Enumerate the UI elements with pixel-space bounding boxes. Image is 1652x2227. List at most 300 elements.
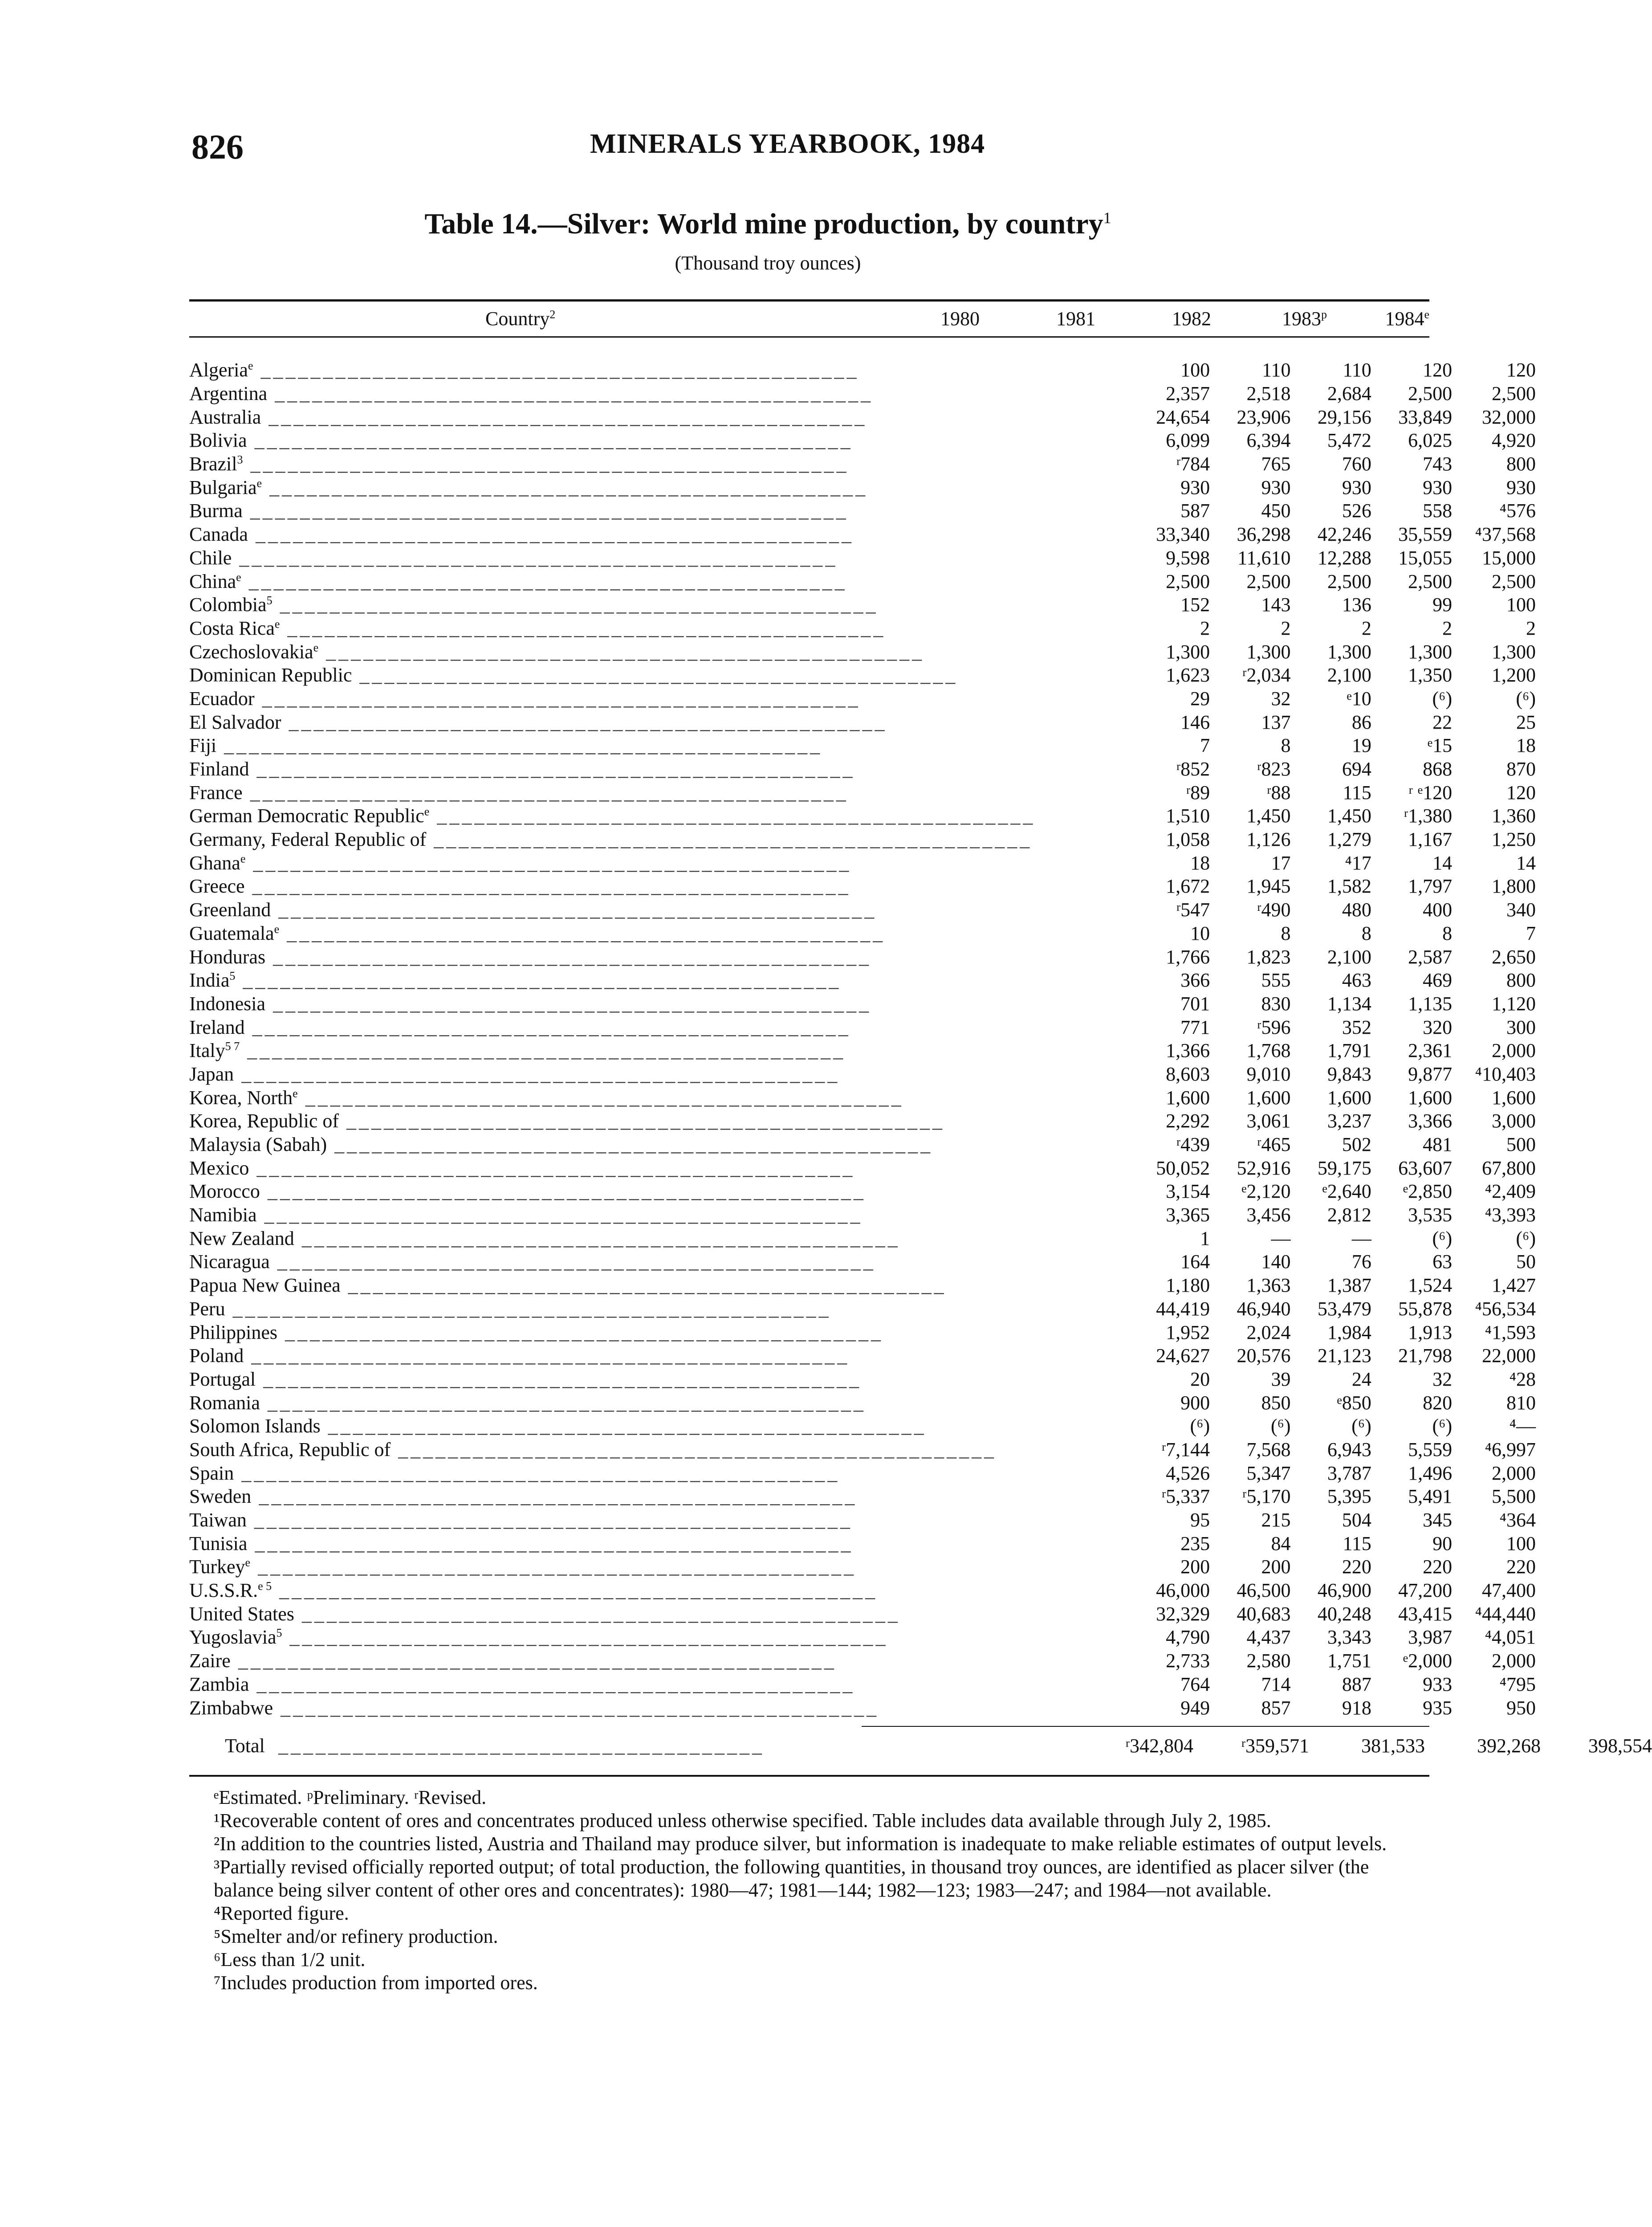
value-cell: 2,000 xyxy=(1492,1040,1536,1062)
table-row xyxy=(189,875,1536,898)
value-cell: 76 xyxy=(1351,1251,1371,1273)
footnote-1: ¹Recoverable content of ores and concentrates produced unless otherwise specified. Table includes data available through July 2, 1985. xyxy=(214,1810,1271,1831)
value-cell: 1,300 xyxy=(1166,640,1210,663)
value-cell: ᵉ2,640 xyxy=(1322,1180,1371,1203)
value-cell: ʳ1,380 xyxy=(1404,805,1453,827)
value-cell: 340 xyxy=(1506,899,1536,921)
dot-leader: ________________________________________________ xyxy=(250,1556,857,1578)
country-footnote-ref: e xyxy=(245,1556,251,1569)
value-cell: 36,298 xyxy=(1237,523,1291,546)
value-cell: ʳ88 xyxy=(1266,781,1291,804)
table-row xyxy=(189,1039,1536,1063)
value-cell: 19 xyxy=(1351,734,1371,757)
value-cell: 2 xyxy=(1526,617,1536,639)
table-row xyxy=(189,547,1536,570)
value-cell: 800 xyxy=(1506,969,1536,991)
country-cell xyxy=(189,1039,1035,1063)
country-footnote-ref: 5 xyxy=(266,594,273,607)
value-cell: 830 xyxy=(1261,992,1291,1015)
dot-leader: ________________________________________________ xyxy=(352,664,958,686)
table-row xyxy=(189,429,1536,453)
header-year-footnote-ref: p xyxy=(1321,308,1327,321)
value-cell: 3,987 xyxy=(1408,1626,1453,1648)
value-cell: 40,248 xyxy=(1317,1603,1371,1625)
country-cell xyxy=(189,1415,1035,1438)
value-cell: 930 xyxy=(1342,476,1371,498)
value-cell: ʳ784 xyxy=(1176,453,1210,475)
dot-leader: ________________________________________________ xyxy=(241,570,847,592)
value-cell: 17 xyxy=(1271,852,1291,874)
dot-leader: ________________________________________________ xyxy=(234,1462,840,1484)
value-cell: 120 xyxy=(1506,359,1536,381)
header-year-1980 xyxy=(864,307,980,330)
country-name: Spain xyxy=(189,1462,234,1484)
value-cell: ⁴6,997 xyxy=(1485,1438,1536,1460)
country-cell xyxy=(189,1156,1035,1180)
country-name: United States xyxy=(189,1603,294,1625)
country-name: Zimbabwe xyxy=(189,1697,273,1719)
value-cell: 1,300 xyxy=(1246,640,1291,663)
total-1984: 398,554 xyxy=(1588,1735,1652,1757)
value-cell: 50 xyxy=(1516,1251,1536,1273)
country-cell xyxy=(189,617,1035,640)
value-cell: 24,654 xyxy=(1156,406,1210,428)
value-cell: 8,603 xyxy=(1166,1063,1210,1085)
value-cell: 1,600 xyxy=(1327,1086,1371,1109)
value-cell: 9,877 xyxy=(1408,1063,1453,1085)
country-cell xyxy=(189,1391,1035,1415)
value-cell: 8 xyxy=(1361,922,1371,944)
value-cell: 46,940 xyxy=(1237,1297,1291,1320)
value-cell: 2,361 xyxy=(1408,1040,1453,1062)
country-name: Philippines xyxy=(189,1321,278,1343)
value-cell: 1,600 xyxy=(1408,1086,1453,1109)
value-cell: 1,279 xyxy=(1327,828,1371,851)
value-cell: 930 xyxy=(1506,476,1536,498)
value-cell: 1,524 xyxy=(1408,1274,1453,1297)
value-cell: ᵉ2,850 xyxy=(1403,1180,1453,1203)
dot-leader: ________________________________________________ xyxy=(230,1650,837,1672)
country-footnote-ref: 3 xyxy=(237,453,243,466)
value-cell: 1,768 xyxy=(1246,1040,1291,1062)
table-row xyxy=(189,1109,1536,1133)
table-top-rule xyxy=(189,299,1429,302)
value-cell: 164 xyxy=(1180,1251,1210,1273)
value-cell: 1,952 xyxy=(1166,1321,1210,1343)
value-cell: 701 xyxy=(1180,992,1210,1015)
dot-leader: ________________________________________________ xyxy=(235,969,842,991)
country-cell xyxy=(189,1555,1035,1579)
value-cell: 2 xyxy=(1281,617,1291,639)
total-1981: ʳ359,571 xyxy=(1241,1735,1309,1757)
value-cell: 1,450 xyxy=(1327,805,1371,827)
table-row xyxy=(189,1180,1536,1203)
footnote-6: ⁶Less than 1/2 unit. xyxy=(214,1949,366,1970)
value-cell: (⁶) xyxy=(1432,1415,1453,1437)
footnote-2: ²In addition to the countries listed, Austria and Thailand may produce silver, but information is inadequate to make reliable estimates of output levels. xyxy=(214,1833,1387,1855)
dot-leader: ________________________________________________ xyxy=(234,1063,840,1085)
value-cell: ⁴2,409 xyxy=(1485,1180,1536,1203)
country-cell xyxy=(189,1297,1035,1321)
value-cell: 933 xyxy=(1423,1673,1453,1695)
header-year-1981 xyxy=(980,307,1095,330)
country-cell xyxy=(189,453,1035,476)
dot-leader: ________________________________________________ xyxy=(265,946,872,968)
dot-leader: ________________________________________________ xyxy=(232,547,838,569)
country-name: Zambia xyxy=(189,1673,249,1695)
value-cell: 1,180 xyxy=(1166,1274,1210,1297)
value-cell: 764 xyxy=(1180,1673,1210,1695)
value-cell: 2,500 xyxy=(1246,570,1291,592)
value-cell: ⁴364 xyxy=(1499,1509,1536,1531)
country-cell xyxy=(189,898,1035,922)
value-cell: 200 xyxy=(1261,1556,1291,1578)
value-cell: 3,061 xyxy=(1246,1110,1291,1132)
table-row xyxy=(189,687,1536,711)
dot-leader: ________________________________________________ xyxy=(247,429,853,452)
value-cell: 46,900 xyxy=(1317,1579,1371,1602)
value-cell: (⁶) xyxy=(1432,1227,1453,1249)
dot-leader: ________________________________________________ xyxy=(327,1134,933,1156)
value-cell: 2,500 xyxy=(1408,570,1453,592)
value-cell: 1,797 xyxy=(1408,875,1453,897)
value-cell: 10 xyxy=(1190,922,1210,944)
table-row xyxy=(189,1555,1536,1579)
table-row xyxy=(189,1415,1536,1438)
value-cell: 857 xyxy=(1261,1697,1291,1719)
value-cell: 3,154 xyxy=(1166,1180,1210,1203)
value-cell: 1,300 xyxy=(1408,640,1453,663)
table-row xyxy=(189,1250,1536,1274)
table-bottom-rule xyxy=(189,1775,1429,1777)
value-cell: ʳ465 xyxy=(1257,1134,1291,1156)
country-name: South Africa, Republic of xyxy=(189,1438,391,1460)
table-row xyxy=(189,1016,1536,1039)
value-cell: 1,366 xyxy=(1166,1040,1210,1062)
dot-leader: ________________________________________________ xyxy=(340,1274,947,1297)
table-row xyxy=(189,804,1536,828)
value-cell: 7 xyxy=(1200,734,1210,757)
dot-leader: ________________________________________________ xyxy=(256,1368,862,1390)
value-cell: 1,200 xyxy=(1492,664,1536,686)
value-cell: 20,576 xyxy=(1237,1345,1291,1367)
country-footnote-ref: e xyxy=(274,617,280,631)
table-row xyxy=(189,1227,1536,1250)
value-cell: 7 xyxy=(1526,922,1536,944)
value-cell: 2 xyxy=(1361,617,1371,639)
value-cell: 200 xyxy=(1180,1556,1210,1578)
table-row xyxy=(189,523,1536,547)
country-name: Portugal xyxy=(189,1368,256,1390)
value-cell: 43,415 xyxy=(1398,1603,1453,1625)
header-year-label: 1981 xyxy=(1056,308,1095,330)
value-cell: — xyxy=(1351,1227,1371,1249)
country-name: Australia xyxy=(189,406,261,428)
value-cell: 15,055 xyxy=(1398,547,1453,569)
country-cell xyxy=(189,1368,1035,1391)
value-cell: 24 xyxy=(1351,1368,1371,1390)
table-row xyxy=(189,969,1536,992)
value-cell: 99 xyxy=(1432,594,1453,616)
value-cell: 8 xyxy=(1281,734,1291,757)
value-cell: 3,343 xyxy=(1327,1626,1371,1648)
country-cell xyxy=(189,1321,1035,1344)
country-name: U.S.S.R. xyxy=(189,1579,258,1602)
dot-leader: ________________________________________________ xyxy=(251,1485,858,1508)
country-name: Argentina xyxy=(189,383,268,405)
country-name: Ghana xyxy=(189,852,240,874)
country-name: France xyxy=(189,781,243,804)
table-row xyxy=(189,1203,1536,1227)
country-cell xyxy=(189,1673,1035,1697)
value-cell: 887 xyxy=(1342,1673,1371,1695)
value-cell: 1,823 xyxy=(1246,946,1291,968)
value-cell: 6,943 xyxy=(1327,1438,1371,1460)
value-cell: 9,598 xyxy=(1166,547,1210,569)
value-cell: 3,456 xyxy=(1246,1204,1291,1226)
table-row xyxy=(189,359,1536,382)
value-cell: 1 xyxy=(1200,1227,1210,1249)
country-name: Sweden xyxy=(189,1485,252,1508)
value-cell: 59,175 xyxy=(1317,1157,1371,1179)
country-name: Costa Rica xyxy=(189,617,275,639)
table-row xyxy=(189,851,1536,875)
value-cell: 120 xyxy=(1423,359,1453,381)
value-cell: ⁴3,393 xyxy=(1485,1204,1536,1226)
country-name: Indonesia xyxy=(189,992,266,1015)
value-cell: (⁶) xyxy=(1351,1415,1371,1437)
country-cell xyxy=(189,992,1035,1016)
value-cell: 32 xyxy=(1432,1368,1453,1390)
value-cell: 33,849 xyxy=(1398,406,1453,428)
country-cell xyxy=(189,851,1035,875)
value-cell: 587 xyxy=(1180,500,1210,522)
value-cell: 6,025 xyxy=(1408,429,1453,452)
value-cell: 47,200 xyxy=(1398,1579,1453,1602)
footnote-4: ⁴Reported figure. xyxy=(214,1902,349,1924)
value-cell: 220 xyxy=(1506,1556,1536,1578)
value-cell: 2,650 xyxy=(1492,946,1536,968)
table-row xyxy=(189,734,1536,758)
dot-leader: ________________________________________________ xyxy=(297,1086,904,1109)
value-cell: 146 xyxy=(1180,711,1210,733)
country-cell xyxy=(189,828,1035,852)
country-cell xyxy=(189,1696,1035,1720)
dot-leader: ________________________________________________ xyxy=(429,805,1036,827)
value-cell: 137 xyxy=(1261,711,1291,733)
country-name: Papua New Guinea xyxy=(189,1274,341,1297)
value-cell: 3,000 xyxy=(1492,1110,1536,1132)
value-cell: 11,610 xyxy=(1237,547,1291,569)
value-cell: (⁶) xyxy=(1516,687,1536,710)
country-name: Burma xyxy=(189,500,243,522)
country-name: Peru xyxy=(189,1297,225,1320)
value-cell: 32,329 xyxy=(1156,1603,1210,1625)
table-row xyxy=(189,1532,1536,1555)
value-cell: ⁴37,568 xyxy=(1475,523,1536,546)
country-cell xyxy=(189,429,1035,453)
value-cell: ⁴44,440 xyxy=(1475,1603,1536,1625)
country-footnote-ref: e 5 xyxy=(258,1579,272,1593)
value-cell: 771 xyxy=(1180,1016,1210,1038)
value-cell: 1,427 xyxy=(1492,1274,1536,1297)
value-cell: 220 xyxy=(1423,1556,1453,1578)
country-cell xyxy=(189,1227,1035,1250)
country-name: Romania xyxy=(189,1391,260,1414)
table-row xyxy=(189,1438,1536,1462)
country-cell xyxy=(189,1461,1035,1485)
value-cell: ⁴56,534 xyxy=(1475,1297,1536,1320)
country-name: Greece xyxy=(189,875,245,897)
value-cell: 29 xyxy=(1190,687,1210,710)
country-cell xyxy=(189,969,1035,992)
value-cell: 3,787 xyxy=(1327,1462,1371,1484)
value-cell: 18 xyxy=(1516,734,1536,757)
country-cell xyxy=(189,734,1035,758)
dot-leader: ________________________________________________ xyxy=(242,781,849,804)
value-cell: 1,135 xyxy=(1408,992,1453,1015)
country-name: Fiji xyxy=(189,734,217,757)
value-cell: ʳ596 xyxy=(1257,1016,1291,1038)
total-rule xyxy=(862,1726,1429,1727)
value-cell: ʳ7,144 xyxy=(1161,1438,1210,1460)
footnote-7: ⁷Includes production from imported ores. xyxy=(214,1972,538,1994)
value-cell: 235 xyxy=(1180,1532,1210,1554)
country-name: Morocco xyxy=(189,1180,260,1203)
country-name: India xyxy=(189,969,230,991)
country-name: Guatemala xyxy=(189,922,274,944)
table-row xyxy=(189,1485,1536,1509)
country-cell xyxy=(189,1086,1035,1109)
country-name: Ireland xyxy=(189,1016,245,1038)
value-cell: 950 xyxy=(1506,1697,1536,1719)
country-footnote-ref: e xyxy=(274,922,280,936)
dot-leader: ________________________________________________ xyxy=(216,734,823,757)
value-cell: 4,920 xyxy=(1492,429,1536,452)
value-cell: 1,751 xyxy=(1327,1650,1371,1672)
value-cell: 2,292 xyxy=(1166,1110,1210,1132)
value-cell: 86 xyxy=(1351,711,1371,733)
value-cell: 9,843 xyxy=(1327,1063,1371,1085)
value-cell: 502 xyxy=(1342,1134,1371,1156)
value-cell: 110 xyxy=(1262,359,1291,381)
value-cell: 215 xyxy=(1261,1509,1291,1531)
dot-leader: ________________________________________________ xyxy=(225,1297,831,1320)
table-row xyxy=(189,1344,1536,1368)
table-row xyxy=(189,1368,1536,1391)
value-cell: 1,600 xyxy=(1492,1086,1536,1109)
value-cell: ʳ89 xyxy=(1186,781,1210,804)
value-cell: 450 xyxy=(1261,500,1291,522)
country-cell xyxy=(189,1274,1035,1297)
table-row xyxy=(189,1461,1536,1485)
value-cell: 558 xyxy=(1423,500,1453,522)
country-footnote-ref: e xyxy=(248,359,253,372)
value-cell: ᵉ2,120 xyxy=(1241,1180,1291,1203)
table-row xyxy=(189,1063,1536,1086)
value-cell: 765 xyxy=(1261,453,1291,475)
value-cell: 115 xyxy=(1343,1532,1371,1554)
value-cell: 3,535 xyxy=(1408,1204,1453,1226)
value-cell: 810 xyxy=(1506,1391,1536,1414)
value-cell: 1,600 xyxy=(1166,1086,1210,1109)
value-cell: 868 xyxy=(1423,758,1453,780)
value-cell: 21,123 xyxy=(1317,1345,1371,1367)
table-row xyxy=(189,1509,1536,1532)
country-cell xyxy=(189,1626,1035,1649)
dot-leader: ________________________________________________ xyxy=(249,1673,855,1695)
country-cell xyxy=(189,922,1035,946)
country-name: Brazil xyxy=(189,453,237,475)
dot-leader: ________________________________________________ xyxy=(240,1040,846,1062)
value-cell: 1,134 xyxy=(1327,992,1371,1015)
dot-leader: ________________________________________________ xyxy=(282,1626,888,1648)
table-row xyxy=(189,710,1536,734)
footnote-3: ³Partially revised officially reported output; of total production, the following quantities, in thousand troy ounces, are identified as placer silver (the balance being silver content of other ores and concentrates): 1980—47; 1981—144; 1982—123; 1983—247; and 1984—not available. xyxy=(214,1856,1369,1901)
value-cell: 8 xyxy=(1442,922,1453,944)
dot-leader: ________________________________________________ xyxy=(243,453,849,475)
value-cell: 14 xyxy=(1516,852,1536,874)
table-row xyxy=(189,1156,1536,1180)
value-cell: 2,500 xyxy=(1492,570,1536,592)
value-cell: 714 xyxy=(1261,1673,1291,1695)
value-cell: (⁶) xyxy=(1432,687,1453,710)
value-cell: 1,766 xyxy=(1166,946,1210,968)
footnotes xyxy=(189,1786,1429,1995)
country-cell xyxy=(189,1438,1035,1462)
value-cell: 25 xyxy=(1516,711,1536,733)
dot-leader: ________________________________________________ xyxy=(253,359,859,381)
table-row xyxy=(189,1321,1536,1344)
value-cell: 33,340 xyxy=(1156,523,1210,546)
country-name: Bulgaria xyxy=(189,476,257,498)
dot-leader: ________________________________________________ xyxy=(265,992,872,1015)
country-cell xyxy=(189,405,1035,429)
country-cell xyxy=(189,1532,1035,1555)
country-name: German Democratic Republic xyxy=(189,805,424,827)
value-cell: ʳ2,034 xyxy=(1242,664,1291,686)
value-cell: 694 xyxy=(1342,758,1371,780)
dot-leader: ________________________________________________ xyxy=(244,875,851,897)
header-year-label: 1983 xyxy=(1282,308,1321,330)
value-cell: 120 xyxy=(1506,781,1536,804)
value-cell: 2,518 xyxy=(1246,383,1291,405)
value-cell: 400 xyxy=(1423,899,1453,921)
value-cell: 1,120 xyxy=(1492,992,1536,1015)
value-cell: 44,419 xyxy=(1156,1297,1210,1320)
value-cell: 366 xyxy=(1180,969,1210,991)
dot-leader: ________________________________________________ xyxy=(260,1180,866,1203)
value-cell: 3,365 xyxy=(1166,1204,1210,1226)
dot-leader: ________________________________________________ xyxy=(262,476,868,498)
country-name: Nicaragua xyxy=(189,1251,270,1273)
dot-leader: ________________________________________________ xyxy=(244,1345,850,1367)
value-cell: ⁴576 xyxy=(1499,500,1536,522)
value-cell: 1,496 xyxy=(1408,1462,1453,1484)
dot-leader: ________________________________________________ xyxy=(426,828,1033,851)
value-cell: ⁴1,593 xyxy=(1485,1321,1536,1343)
value-cell: 2,000 xyxy=(1492,1462,1536,1484)
value-cell: 20 xyxy=(1190,1368,1210,1390)
value-cell: 1,250 xyxy=(1492,828,1536,851)
dot-leader: ________________________________________________ xyxy=(273,1697,879,1719)
country-name: Germany, Federal Republic of xyxy=(189,828,427,851)
value-cell: 3,237 xyxy=(1327,1110,1371,1132)
dot-leader: ________________________________________________ xyxy=(269,1251,876,1273)
value-cell: ⁴— xyxy=(1509,1415,1536,1437)
country-name: Korea, Republic of xyxy=(189,1110,339,1132)
country-cell xyxy=(189,499,1035,523)
